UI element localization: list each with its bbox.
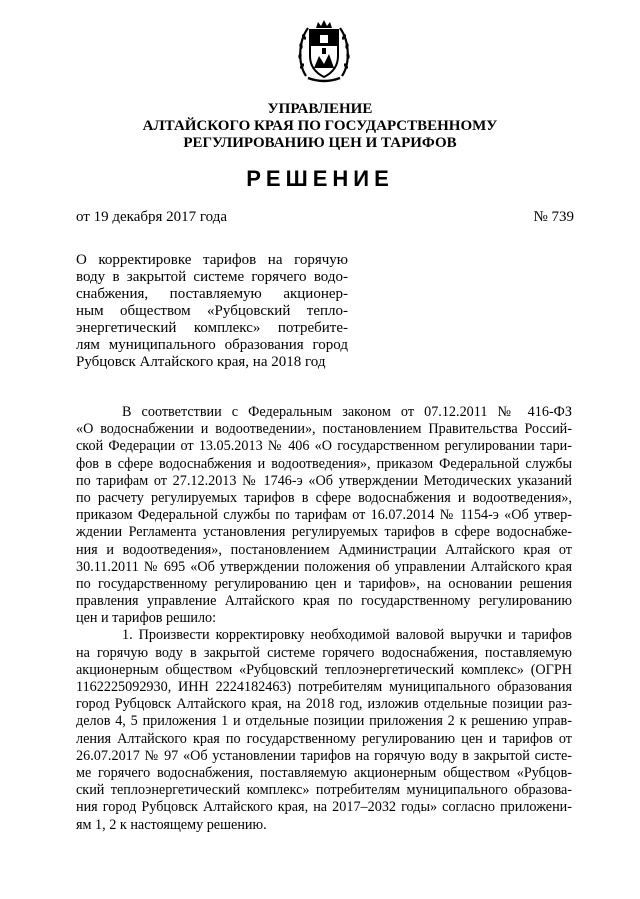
body-line: акционерным обществом «Рубцовский теплоэнергетический комплекс» (ОГРН	[76, 661, 572, 678]
body-line: фов в сфере водоснабжения и водоотведения», приказом Федеральной службы	[76, 455, 572, 472]
body-line: на горячую воду в закрытой системе горячего водоснабжения, поставляемую	[76, 644, 572, 661]
authority-line-1: УПРАВЛЕНИЕ	[267, 101, 373, 117]
body-line: город Рубцовск Алтайского края, на 2018 год, изложив отдельные позиции раз-	[76, 696, 572, 713]
body-line: ния город Рубцовск Алтайского края, на 2017–2032 годы» согласно приложени-	[76, 799, 572, 816]
subject-line: О корректировке тарифов на горячую	[76, 252, 348, 268]
authority-line-2: АЛТАЙСКОГО КРАЯ ПО ГОСУДАРСТВЕННОМУ	[142, 118, 498, 134]
body-line: ской Федерации от 13.05.2013 № 406 «О государственном регулировании тари-	[76, 438, 572, 455]
issuing-authority	[0, 101, 640, 152]
document-type-title: РЕШЕНИЕ	[246, 166, 394, 191]
authority-line-3: РЕГУЛИРОВАНИЮ ЦЕН И ТАРИФОВ	[183, 135, 457, 151]
subject-line: снабжения, поставляемую акционер-	[76, 286, 348, 302]
body-line: ния и водоотведения», постановлением Администрации Алтайского края от	[76, 541, 572, 558]
document-subject	[76, 252, 348, 371]
body-line: 1162225092930, ИНН 2224182463) потребителям муниципального образования	[76, 679, 572, 695]
body-line: ме горячего водоснабжения, поставляемую акционерным обществом «Рубцов-	[76, 764, 572, 781]
body-line: по государственному регулированию цен и тарифов», на основании решения	[76, 575, 572, 592]
body-line: ям 1, 2 к настоящему решению.	[76, 816, 267, 833]
body-line: по тарифам от 27.12.2013 № 1746-э «Об утверждении Методических указаний	[76, 472, 572, 489]
body-line: по расчету регулируемых тарифов в сфере водоснабжения и водоотведения»,	[76, 489, 572, 506]
body-line: ления Алтайского края по государственному регулированию цен и тарифов от	[76, 730, 572, 747]
body-line: В соответствии с Федеральным законом от 07.12.2011 № 416-ФЗ	[122, 404, 572, 420]
document-date: от 19 декабря 2017 года	[76, 209, 228, 225]
subject-line: энергетический комплекс» потребите-	[76, 320, 348, 336]
body-line: 26.07.2017 № 97 «Об установлении тарифов на горячую воду в закрытой систе-	[76, 747, 572, 764]
subject-line: Рубцовск Алтайского края, на 2018 год	[76, 354, 326, 370]
body-line: ский теплоэнергетический комплекс» потребителям муниципального образова-	[76, 782, 572, 799]
body-line: правления управление Алтайского края по государственному регулированию	[76, 593, 572, 610]
subject-line: ным обществом «Рубцовский тепло-	[76, 303, 348, 319]
document-number: № 739	[533, 209, 574, 225]
coat-of-arms-icon	[296, 18, 352, 84]
body-line: приказом Федеральной службы по тарифам от 16.07.2014 № 1154-э «Об утвер-	[76, 507, 572, 524]
document-body	[76, 404, 572, 834]
body-line: «О водоснабжении и водоотведении», постановлением Правительства Россий-	[76, 421, 572, 438]
body-line: цен и тарифов решило:	[76, 610, 217, 627]
body-line: ждении Регламента установления регулируемых тарифов в сфере водоснабже-	[76, 524, 572, 541]
body-line: 1. Произвести корректировку необходимой валовой выручки и тарифов	[122, 627, 572, 644]
body-line: делов 4, 5 приложения 1 и отдельные позиции приложения 2 к решению управ-	[76, 713, 572, 730]
body-line: 30.11.2011 № 695 «Об утверждении положения об управлении Алтайского края	[76, 558, 572, 575]
subject-line: лям муниципального образования город	[76, 337, 348, 353]
subject-line: воду в закрытой системе горячего водо-	[76, 269, 348, 285]
